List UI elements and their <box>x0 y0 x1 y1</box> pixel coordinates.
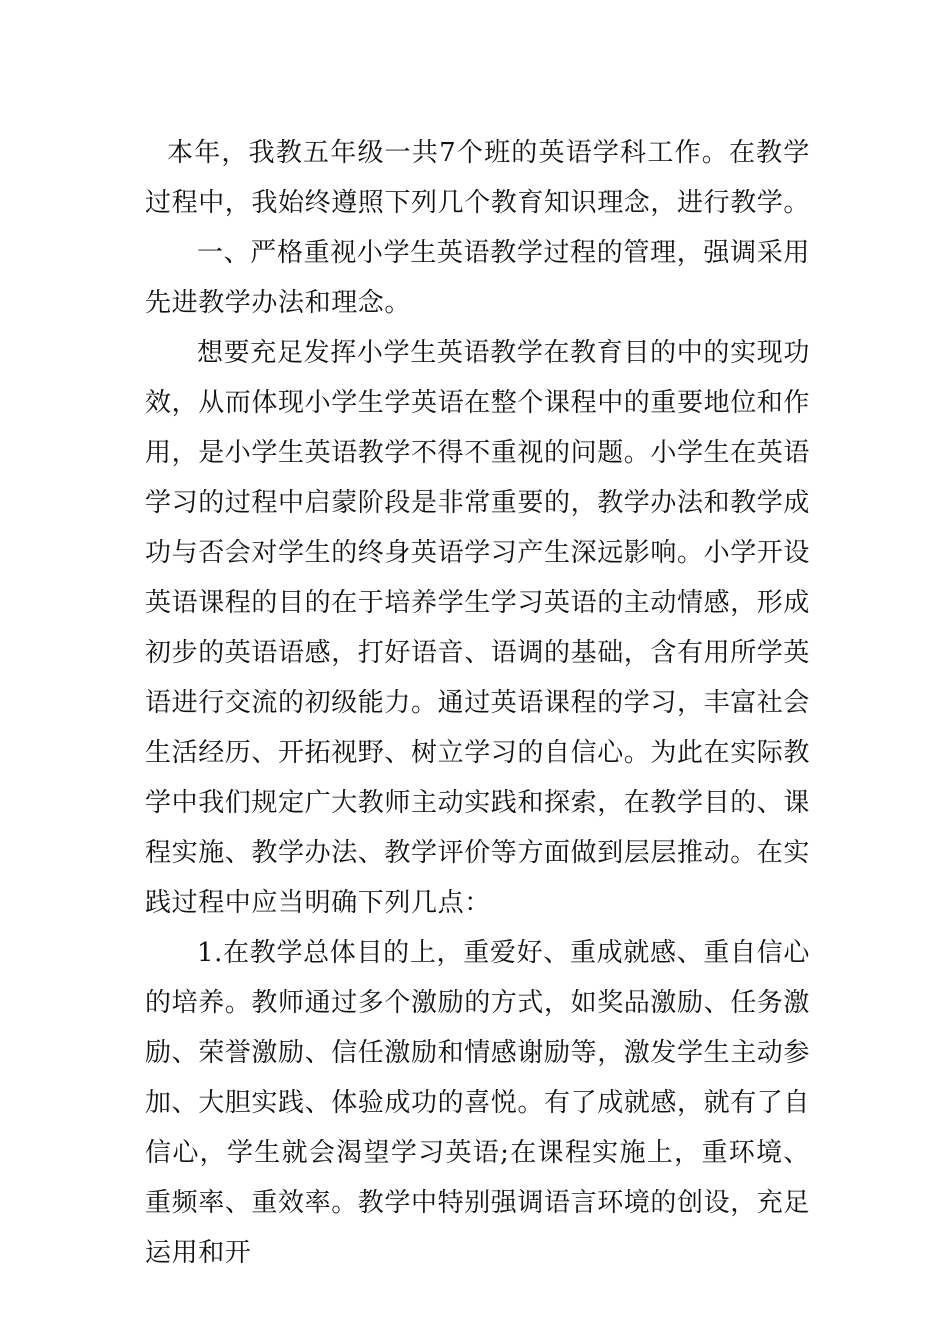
paragraph-point-one: 1.在教学总体目的上，重爱好、重成就感、重自信心的培养。教师通过多个激励的方式，如奖品激励、任务激励、荣誉激励、信任激励和情感谢励等，激发学生主动参加、大胆实践、体验成功的喜悦。有了成就感，就有了自信心，学生就会渴望学习英语;在课程实施上，重环境、重频率、重效率。教学中特别强调语言环境的创设，充足运用和开 <box>145 938 811 1268</box>
paragraph-body: 想要充足发挥小学生英语教学在教育目的中的实现功效，从而体现小学生学英语在整个课程中的重要地位和作用，是小学生英语教学不得不重视的问题。小学生在英语学习的过程中启蒙阶段是非常重要的，教学办法和教学成功与否会对学生的终身英语学习产生深远影响。小学开设英语课程的目的在于培养学生学习英语的主动情感，形成初步的英语语感，打好语音、语调的基础，含有用所学英语进行交流的初级能力。通过英语课程的学习，丰富社会生活经历、开拓视野、树立学习的自信心。为此在实际教学中我们规定广大教师主动实践和探索，在教学目的、课程实施、教学办法、教学评价等方面做到层层推动。在实践过程中应当明确下列几点： <box>145 338 811 918</box>
paragraph-intro: 本年，我教五年级一共7个班的英语学科工作。在教学过程中，我始终遵照下列几个教育知识理念，进行教学。 <box>145 138 811 218</box>
document-body <box>145 128 810 1278</box>
paragraph-heading-one: 一、严格重视小学生英语教学过程的管理，强调采用先进教学办法和理念。 <box>145 238 810 318</box>
